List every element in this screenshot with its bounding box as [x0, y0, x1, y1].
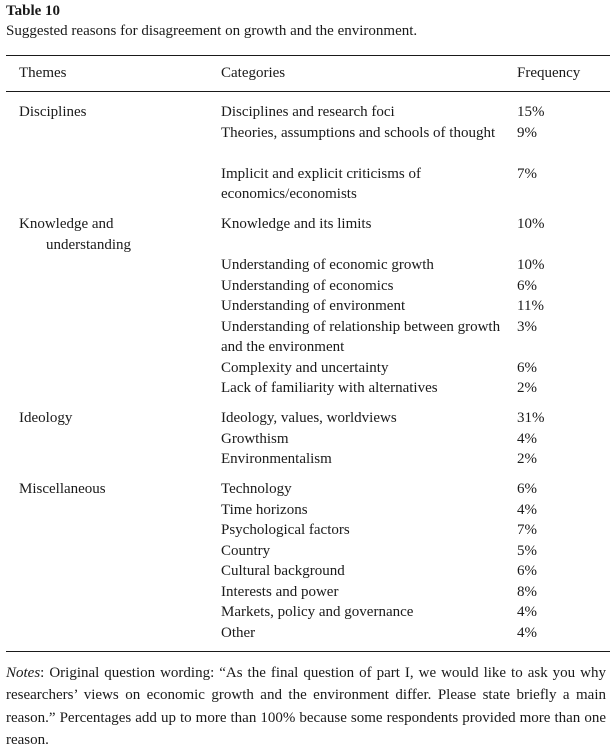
category-cell: Interests and power [221, 583, 339, 600]
frequency-cell: 4% [517, 624, 537, 641]
table-caption-title: Suggested reasons for disagreement on growth and the environment. [6, 23, 418, 39]
table-top-rule [6, 55, 610, 56]
frequency-cell: 4% [517, 501, 537, 518]
category-cell: Other [221, 624, 256, 641]
frequency-cell: 11% [517, 298, 544, 314]
frequency-cell: 6% [517, 359, 537, 376]
category-cell: Understanding of economics [221, 277, 394, 294]
frequency-cell: 6% [517, 563, 537, 579]
frequency-cell: 7% [517, 522, 537, 538]
notes-text: : Original question wording: “As the final question of part I, we would like to ask you why researchers’ views on economic growth and the environment differ. Please state briefly a main reason.” Percentages add up to more than 100% because some respondents provided more than one reason. [6, 665, 606, 748]
frequency-cell: 10% [517, 216, 545, 232]
category-cell: Ideology, values, worldviews [221, 410, 397, 426]
frequency-cell: 9% [517, 124, 537, 141]
column-header-themes: Themes [19, 65, 67, 81]
frequency-cell: 6% [517, 277, 537, 294]
frequency-cell: 31% [517, 410, 545, 426]
category-cell: Psychological factors [221, 522, 350, 538]
category-cell: Complexity and uncertainty [221, 359, 389, 376]
category-cell: Technology [221, 481, 292, 497]
frequency-cell: 6% [517, 481, 537, 497]
category-cell: Time horizons [221, 501, 308, 518]
table-bottom-rule [6, 651, 610, 652]
column-header-frequency: Frequency [517, 65, 581, 81]
frequency-cell: 4% [517, 430, 537, 447]
category-cell: Growthism [221, 430, 289, 447]
category-cell: Theories, assumptions and schools of thought [221, 124, 496, 141]
category-cell: Understanding of environment [221, 298, 406, 314]
column-header-categories: Categories [221, 65, 286, 81]
notes-label: Notes [6, 665, 41, 681]
frequency-cell: 4% [517, 604, 537, 620]
category-cell: Understanding of economic growth [221, 257, 434, 273]
theme-miscellaneous: Miscellaneous [19, 481, 106, 497]
table-notes [6, 662, 606, 751]
theme-ideology: Ideology [19, 410, 73, 426]
table-caption-label: Table 10 [6, 3, 61, 19]
frequency-cell: 2% [517, 451, 537, 467]
category-cell: Disciplines and research foci [221, 104, 395, 120]
header-rule [6, 91, 610, 92]
frequency-cell: 3% [517, 318, 537, 335]
category-cell: Cultural background [221, 563, 345, 579]
category-cell: Understanding of relationship between growth and the environment [221, 318, 501, 355]
category-cell: Country [221, 542, 271, 559]
frequency-cell: 7% [517, 165, 537, 182]
category-cell: Knowledge and its limits [221, 216, 372, 232]
frequency-cell: 5% [517, 542, 537, 559]
category-cell: Implicit and explicit criticisms of economics/economists [221, 165, 421, 202]
frequency-cell: 8% [517, 583, 537, 600]
frequency-cell: 2% [517, 380, 537, 396]
theme-knowledge-and-understanding: Knowledge and understanding [19, 216, 131, 253]
theme-disciplines: Disciplines [19, 104, 87, 120]
frequency-cell: 15% [517, 104, 545, 120]
category-cell: Environmentalism [221, 451, 332, 467]
category-cell: Markets, policy and governance [221, 604, 414, 620]
category-cell: Lack of familiarity with alternatives [221, 380, 438, 396]
frequency-cell: 10% [517, 257, 545, 273]
